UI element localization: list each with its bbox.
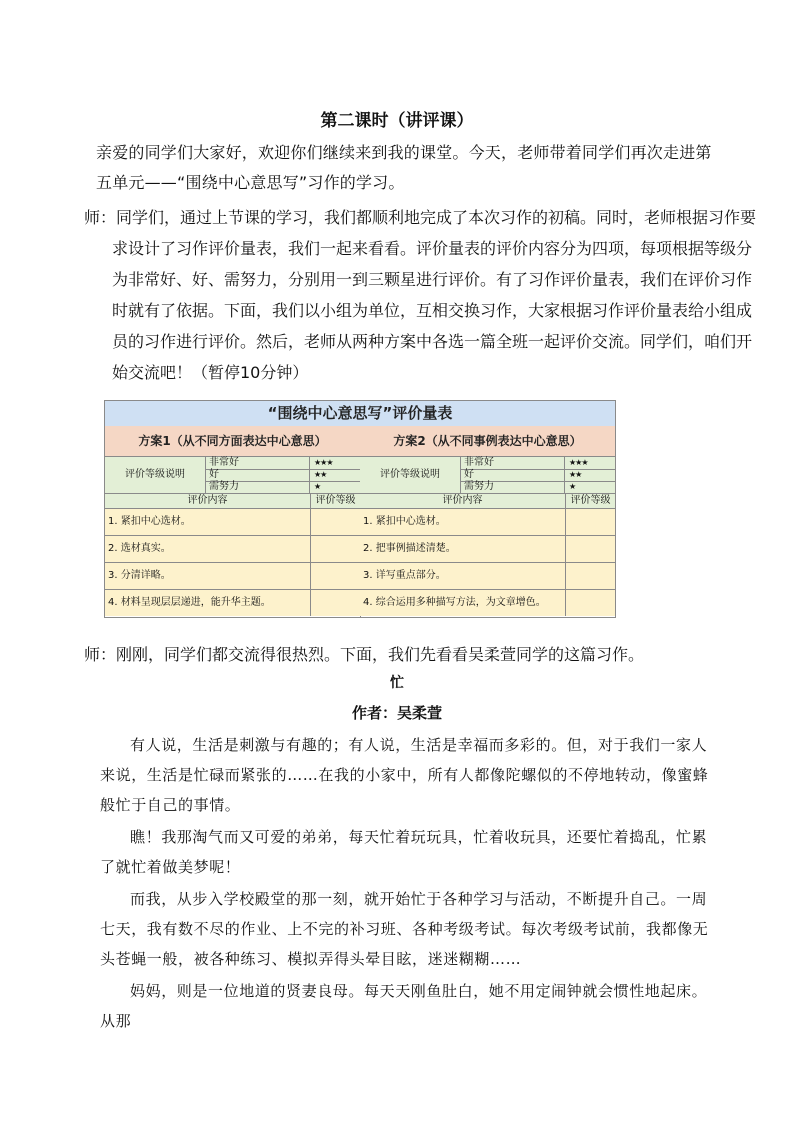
intro-paragraph: 亲爱的同学们大家好，欢迎你们继续来到我的课堂。今天，老师带着同学们再次走进第五单元——“围绕中心意思写”习作的学习。	[96, 143, 712, 192]
plan2-subheader	[360, 494, 615, 509]
rubric-item-text: 2. 把事例描述清楚。	[363, 543, 456, 554]
star-rating: ★★	[569, 470, 582, 479]
grade-cell[interactable]	[310, 563, 361, 589]
grade-cell[interactable]	[310, 590, 361, 616]
star-rating: ★★★	[314, 458, 333, 467]
grade-level: 非常好	[464, 457, 494, 468]
rubric-item	[105, 509, 360, 536]
grade-cell[interactable]	[565, 509, 616, 535]
rubric-item	[105, 590, 360, 616]
plan1-subheader	[105, 494, 360, 509]
teacher-speech: 师：同学们，通过上节课的学习，我们都顺利地完成了本次习作的初稿。同时，老师根据习作要求设计了习作评价量表，我们一起来看看。评价量表的评价内容分为四项，每项根据等级分为非常好、好、需努力，分别用一到三颗星进行评价。有了习作评价量表，我们在评价习作时就有了依据。下面，我们以小组为单位，互相交换习作，大家根据习作评价量表给小组成员的习作进行评价。然后，老师从两种方案中各选一篇全班一起评价交流。同学们，咱们开始交流吧！（暂停10分钟）	[84, 208, 757, 382]
rubric-item	[360, 590, 615, 616]
grade-level: 好	[209, 469, 219, 480]
rubric-item-text: 3. 详写重点部分。	[363, 570, 446, 581]
teacher-transition: 师：刚刚，同学们都交流得很热烈。下面，我们先看看吴柔萱同学的这篇习作。	[84, 645, 645, 664]
plan2-column	[360, 426, 615, 617]
essay-paragraph: 而我，从步入学校殿堂的那一刻，就开始忙于各种学习与活动，不断提升自己。一周七天，我有数不尽的作业、上不完的补习班、各种考级考试。每次考级考试前，我都像无头苍蝇一般，被各种练习、模拟弄得头晕目眩，迷迷糊糊……	[100, 890, 709, 968]
grade-legend-label: 评价等级说明	[360, 457, 461, 493]
star-rating: ★	[314, 482, 321, 491]
rubric-item	[105, 536, 360, 563]
rubric-item-text: 3. 分清详略。	[108, 570, 171, 581]
grade-level: 非常好	[209, 457, 239, 468]
grade-row	[461, 481, 615, 493]
plan2-grade-legend	[360, 457, 615, 494]
rubric-item	[360, 509, 615, 536]
essay-title: 忙	[390, 675, 404, 691]
grade-legend-label: 评价等级说明	[105, 457, 206, 493]
rubric-title: “围绕中心意思写”评价量表	[105, 401, 615, 427]
star-rating: ★★	[314, 470, 327, 479]
grade-row	[206, 481, 360, 493]
plan2-header: 方案2（从不同事例表达中心意思）	[360, 426, 615, 457]
plan1-header: 方案1（从不同方面表达中心意思）	[105, 426, 360, 457]
rubric-item-text: 1. 紧扣中心选材。	[363, 516, 446, 527]
grade-cell[interactable]	[565, 536, 616, 562]
content-header: 评价内容	[105, 494, 311, 508]
plan1-column	[105, 426, 361, 617]
grade-level: 好	[464, 469, 474, 480]
grade-header: 评价等级	[570, 495, 611, 506]
essay-paragraph: 瞧！我那淘气而又可爱的弟弟，每天忙着玩玩具，忙着收玩具，还要忙着捣乱，忙累了就忙着做美梦呢！	[100, 828, 708, 876]
rubric-item	[360, 536, 615, 563]
grade-cell[interactable]	[565, 590, 616, 616]
grade-level: 需努力	[464, 481, 494, 492]
essay-paragraph: 妈妈，则是一位地道的贤妻良母。每天天刚鱼肚白，她不用定闹钟就会惯性地起床。从那	[100, 982, 708, 1030]
plan1-grade-legend	[105, 457, 360, 494]
rubric-item-text: 1. 紧扣中心选材。	[108, 516, 191, 527]
rubric-item	[105, 563, 360, 590]
grade-cell[interactable]	[310, 536, 361, 562]
grade-cell[interactable]	[310, 509, 361, 535]
grade-level: 需努力	[209, 481, 239, 492]
grade-cell[interactable]	[565, 563, 616, 589]
essay-paragraph: 有人说，生活是刺激与有趣的；有人说，生活是幸福而多彩的。但，对于我们一家人来说，生活是忙碌而紧张的……在我的小家中，所有人都像陀螺似的不停地转动，像蜜蜂般忙于自己的事情。	[100, 736, 709, 814]
rubric-item-text: 4. 综合运用多种描写方法，为文章增色。	[363, 597, 546, 608]
lesson-title: 第二课时（讲评课）	[320, 111, 474, 131]
rubric-item-text: 2. 选材真实。	[108, 543, 171, 554]
evaluation-rubric-table	[104, 400, 616, 618]
star-rating: ★★★	[569, 458, 588, 467]
rubric-item	[360, 563, 615, 590]
essay-author: 作者：吴柔萱	[351, 704, 442, 722]
rubric-item-text: 4. 材料呈现层层递进，能升华主题。	[108, 597, 271, 608]
grade-header: 评价等级	[315, 495, 356, 506]
star-rating: ★	[569, 482, 576, 491]
content-header: 评价内容	[360, 494, 566, 508]
